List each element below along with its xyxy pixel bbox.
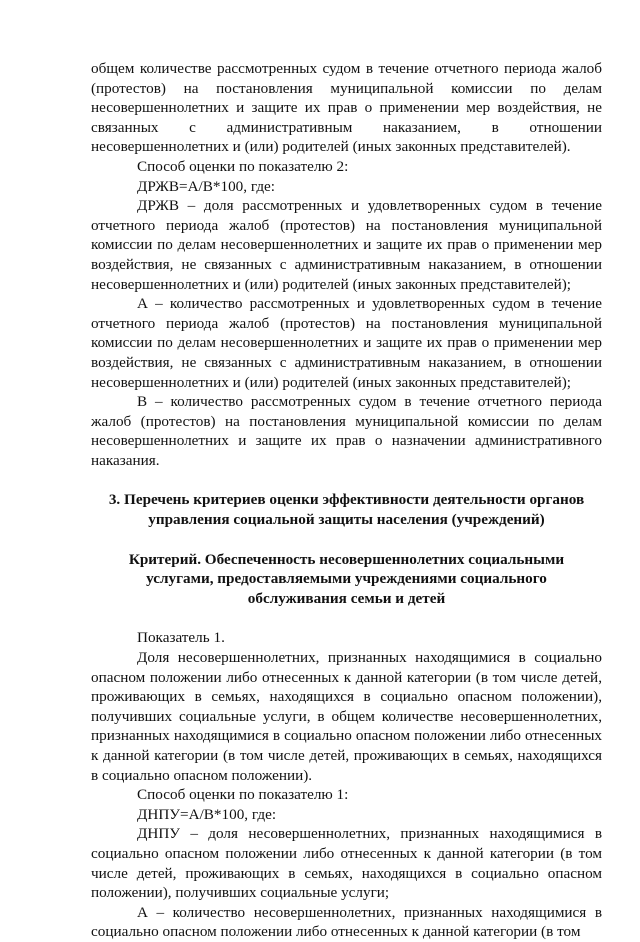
paragraph-definition-a: А – количество рассмотренных и удовлетворенных судом в течение отчетного периода жалоб (протестов) на постановления муниципальной комиссии по делам несовершеннолетних и защите их прав о применении мер воздействия, не связанных с административным наказанием, в отношении несовершеннолетних и (или) родителей (иных законных представителей); <box>91 295 602 391</box>
paragraph-indicator-description: Доля несовершеннолетних, признанных находящимися в социально опасном положении либо отнесенных к данной категории (в том числе детей, проживающих в семьях, находящихся в социально опасном положении), получивших социальные услуги, в общем количестве несовершеннолетних, признанных находящимися в социально опасном положении либо отнесенных к данной категории (в том числе детей, проживающих в семьях, находящихся в социально опасном положении). <box>91 649 602 784</box>
paragraph-method-label: Способ оценки по показателю 2: <box>137 157 349 175</box>
spacer <box>91 608 602 628</box>
paragraph-definition-a: А – количество несовершеннолетних, признанных находящимися в социально опасном положении либо отнесенных к данной категории (в том <box>91 903 602 941</box>
paragraph-formula: ДНПУ=А/В*100, где: <box>137 805 277 823</box>
paragraph-method-label: Способ оценки по показателю 1: <box>137 786 349 804</box>
paragraph-definition-drzhv: ДРЖВ – доля рассмотренных и удовлетворенных судом в течение отчетного периода жалоб (протестов) на постановления муниципальной комиссии по делам несовершеннолетних и защите их прав о применении мер воздействия, не связанных с административным наказанием, в отношении несовершеннолетних и (или) родителей (иных законных представителей); <box>91 197 602 293</box>
paragraph-formula: ДРЖВ=А/В*100, где: <box>137 177 276 195</box>
paragraph-definition-dnpu: ДНПУ – доля несовершеннолетних, признанных находящимися в социально опасном положении либо отнесенных к данной категории (в том числе детей, проживающих в семьях, находящихся в социально опасном положении), получивших социальные услуги; <box>91 825 602 902</box>
paragraph-indicator-title: Показатель 1. <box>137 629 225 647</box>
paragraph-definition-b: В – количество рассмотренных судом в течение отчетного периода жалоб (протестов) на постановления муниципальной комиссии по делам несовершеннолетних и защите их прав о назначении административного наказания. <box>91 393 602 469</box>
criterion-heading: Критерий. Обеспеченность несовершеннолетних социальными услугами, предоставляемыми учреждениями социального обслуживания семьи и детей <box>128 550 565 607</box>
document-body <box>91 59 602 942</box>
spacer <box>91 530 602 550</box>
paragraph-continuation: общем количестве рассмотренных судом в течение отчетного периода жалоб (протестов) на постановления муниципальной комиссии по делам несовершеннолетних и защите их прав о применении мер воздействия, не связанных с административным наказанием, в отношении несовершеннолетних и (или) родителей (иных законных представителей). <box>91 60 602 156</box>
spacer <box>91 470 602 490</box>
section-heading: 3. Перечень критериев оценки эффективности деятельности органов управления социальной защиты населения (учреждений) <box>108 491 585 529</box>
